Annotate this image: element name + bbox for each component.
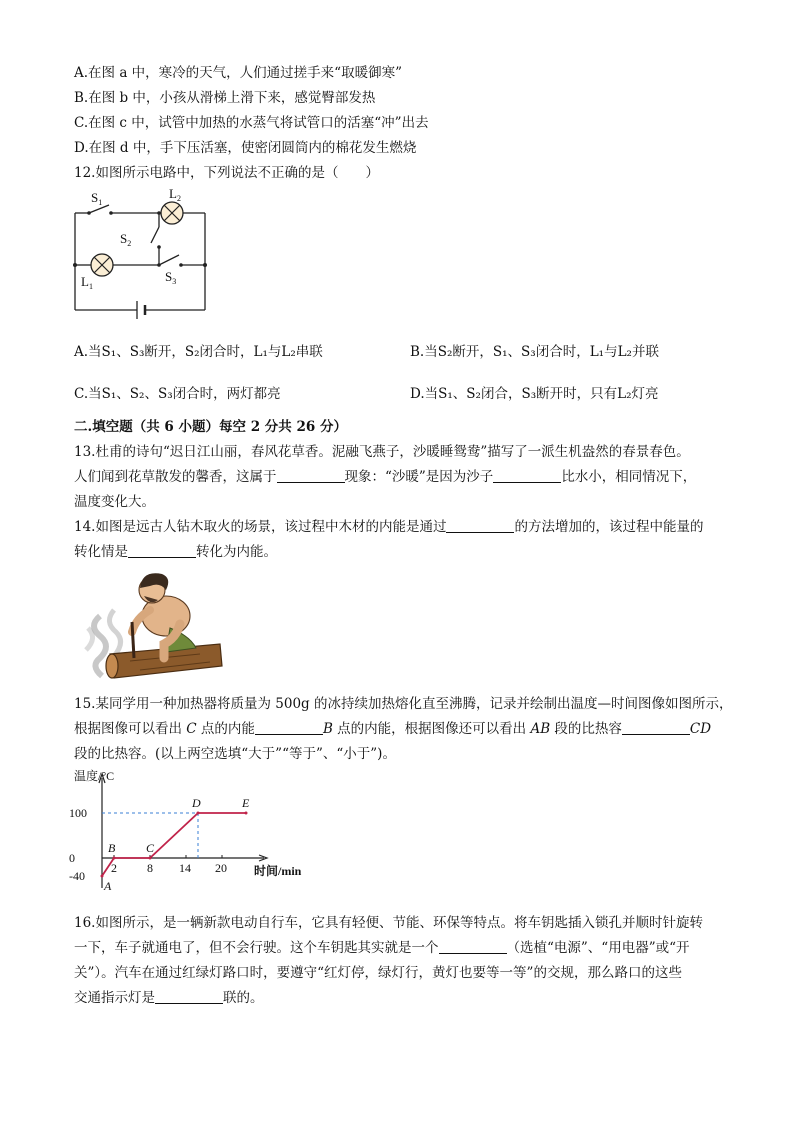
q14-line1: 14.如图是远古人钻木取火的场景，该过程中木材的内能是通过 的方法增加的，该过程中能量的 [74,519,704,535]
q12-stem: 12.如图所示电路中，下列说法不正确的是（ ） [74,165,379,181]
data-point [113,857,116,860]
y-tick-label: 0 [69,851,75,865]
data-point [149,857,152,860]
point-label: A [104,879,112,893]
x-axis-label: 时间/min [254,864,302,878]
q15-line2: 根据图像可以看出 C 点的内能 B 点的内能，根据图像还可以看出 AB 段的比热容 CD [74,721,712,737]
q16-line3: 关”）。汽车在通过红绿灯路口时，要遵守“红灯停，绿灯行，黄灯也要等一等”的交规，那么路口的这些 [74,965,682,981]
point-label: B [108,841,116,855]
lamp-l1-icon [91,254,113,276]
answer-blank[interactable] [277,468,345,483]
circuit-diagram [65,185,215,325]
temperature-time-chart [64,768,324,898]
point-label: C [146,841,155,855]
q11-option-d: D.在图 d 中，手下压活塞，使密闭圆筒内的棉花发生燃烧 [74,140,417,156]
q13-line3: 温度变化大。 [74,494,155,510]
q15-line1: 15.某同学用一种加热器将质量为 500g 的冰持续加热熔化直至沸腾，记录并绘制出温度—时间图像如图所示， [74,696,733,712]
q11-option-c: C.在图 c 中，试管中加热的水蒸气将试管口的活塞“冲”出去 [74,115,429,131]
label-s3: $S_3$ [165,269,177,286]
y-tick-label: 100 [69,806,87,820]
label-l2: $L_2$ [169,186,181,203]
answer-blank[interactable] [493,468,561,483]
y-tick-label: -40 [69,869,85,883]
answer-blank[interactable] [439,939,507,954]
fire-drill-illustration [80,566,230,686]
answer-blank[interactable] [255,720,323,735]
answer-blank[interactable] [446,518,514,533]
data-point [245,812,248,815]
y-axis-label: 温度/°C [74,769,115,783]
x-tick-label: 8 [147,861,153,875]
label-s2: $S_2$ [120,231,132,248]
q14-line2: 转化情是 转化为内能。 [74,544,277,560]
data-point [197,812,200,815]
label-s1: $S_1$ [91,190,103,207]
answer-blank[interactable] [128,543,196,558]
point-label: D [192,796,201,810]
q12-option-c: C.当S₁、S₂、S₃闭合时，两灯都亮 [74,386,281,402]
lamp-l2-icon [161,202,183,224]
x-tick-label: 2 [111,861,117,875]
q13-line1: 13.杜甫的诗句“迟日江山丽，春风花草香。泥融飞燕子，沙暖睡鸳鸯”描写了一派生机盎然的春景春色。 [74,444,690,460]
q16-line2: 一下，车子就通电了，但不会行驶。这个车钥匙其实就是一个 （选植“电源”、“用电器”或“开 [74,940,690,956]
answer-blank[interactable] [622,720,690,735]
q12-option-b: B.当S₂断开，S₁、S₃闭合时，L₁与L₂并联 [410,344,659,360]
x-tick-label: 14 [179,861,191,875]
label-l1: $L_1$ [81,274,93,291]
q16-line1: 16.如图所示，是一辆新款电动自行车，它具有轻便、节能、环保等特点。将车钥匙插入锁孔并顺时针旋转 [74,915,703,931]
data-point [101,875,104,878]
q11-option-b: B.在图 b 中，小孩从滑梯上滑下来，感觉臀部发热 [74,90,376,106]
q12-option-d: D.当S₁、S₂闭合，S₃断开时，只有L₂灯亮 [410,386,659,402]
q11-option-a: A.在图 a 中，寒冷的天气，人们通过搓手来“取暖御寒” [74,65,402,81]
x-tick-label: 20 [215,861,227,875]
q12-option-a: A.当S₁、S₃断开，S₂闭合时，L₁与L₂串联 [74,344,323,360]
section-title: 二.填空题（共 6 小题）每空 2 分共 26 分） [74,419,347,435]
q13-line2: 人们闻到花草散发的馨香，这属于 现象：“沙暖”是因为沙子 比水小，相同情况下， [74,469,697,485]
answer-blank[interactable] [155,989,223,1004]
point-label: E [242,796,250,810]
q16-line4: 交通指示灯是 联的。 [74,990,264,1006]
q15-line3: 段的比热容。(以上两空选填“大于”“等于”、“小于”)。 [74,746,396,762]
